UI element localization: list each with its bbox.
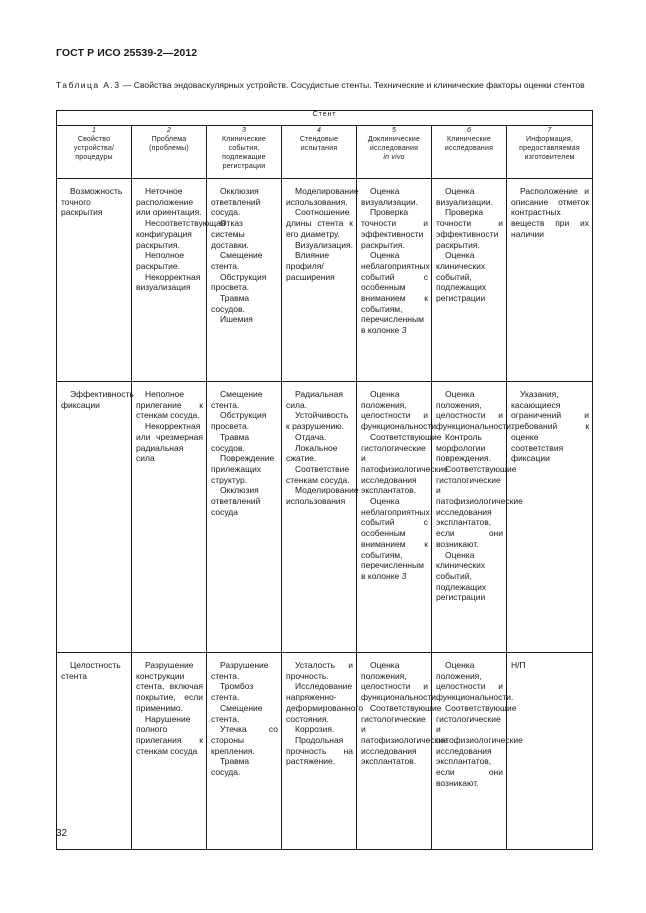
cell-paragraph: Оценка клинических событий, подлежащих регистрации xyxy=(436,250,487,304)
cell-paragraph: Оценка положения, целостности и функциональности. xyxy=(436,389,514,432)
page-number: 32 xyxy=(56,828,68,839)
cell-paragraph: Неполное прилегание к стенкам сосуда. xyxy=(136,389,203,421)
cell-paragraph: Смещение стента. xyxy=(211,702,263,724)
cell-paragraph: Соотношение длины стента к его диаметру. xyxy=(286,207,353,239)
table-cell-property xyxy=(57,179,132,382)
table-cell-info xyxy=(507,179,593,382)
table-row xyxy=(57,179,593,382)
table-cell-events xyxy=(207,653,282,850)
cell-paragraph: Локальное сжатие. xyxy=(286,442,338,464)
cell-paragraph: Оценка положения, целостности и функциональности. xyxy=(361,660,439,703)
column-reference: 3 xyxy=(401,570,407,581)
cell-paragraph: Устойчивость к разрушению. xyxy=(286,410,349,432)
cell-paragraph: Оценка клинических событий, подлежащих регистрации xyxy=(436,549,487,603)
cell-paragraph: Соответствующие гистологические и патофизиологические исследования эксплантатов. xyxy=(361,702,448,767)
cell-paragraph: Смещение стента. xyxy=(211,389,263,410)
column-header-problems: 2 Проблема (проблемы) xyxy=(132,126,207,179)
cell-paragraph: Расположение и описание отметок контрастных веществ при их наличии xyxy=(511,186,590,239)
cell-paragraph: Тромбоз стента. xyxy=(211,681,254,703)
cell-paragraph: Окклюзия ответвлений сосуда. xyxy=(211,186,261,218)
cell-paragraph: Оценка положения, целостности и функциональности. xyxy=(436,660,514,703)
table-cell-problems xyxy=(132,653,207,850)
cell-paragraph: Моделирование использования. xyxy=(286,186,359,207)
table-cell-problems xyxy=(132,179,226,382)
cell-paragraph: Некорректная визуализация xyxy=(136,271,201,293)
table-group-header: Стент xyxy=(57,111,593,126)
table-cell-info xyxy=(507,653,593,850)
table-cell-bench xyxy=(282,653,364,850)
cell-paragraph: Травма сосудов. xyxy=(211,431,250,453)
cell-paragraph: Проверка точности и эффективности раскрытия. xyxy=(361,207,428,250)
table-cell-bench xyxy=(282,382,357,653)
table-caption-text: — Свойства эндоваскулярных устройств. Сосудистые стенты. Технические и клинические факторы оценки стентов xyxy=(120,80,585,90)
cell-paragraph: Разрушение стента. xyxy=(211,660,269,681)
cell-paragraph: Визуализация. xyxy=(295,239,354,250)
cell-paragraph: Оценка неблагоприятных событий с особенным вниманием к событиям, перечисленным в колонке 3 xyxy=(361,496,430,581)
table-cell-problems xyxy=(132,382,207,653)
cell-paragraph: Обструкция просвета. xyxy=(211,410,267,432)
cell-paragraph: Продольная прочность на растяжение. xyxy=(286,734,353,767)
cell-paragraph: Разрушение конструкции стента, включая покрытие, если применимо. xyxy=(136,660,203,713)
table-caption-lead: Таблица А.3 xyxy=(56,80,121,90)
cell-paragraph: Оценка неблагоприятных событий с особенным вниманием к событиям, перечисленным в колонке 3 xyxy=(361,250,430,336)
cell-paragraph: Отказ системы доставки. xyxy=(211,218,249,250)
cell-paragraph: Обструкция просвета. xyxy=(211,271,267,293)
cell-paragraph: Неполное раскрытие. xyxy=(136,250,185,271)
cell-paragraph: Соответствующие гистологические и патофизиологические исследования эксплантатов. xyxy=(361,431,448,496)
cell-paragraph: Оценка визуализации. xyxy=(361,186,419,207)
cell-paragraph: Исследование напряженно-деформированного состояния. xyxy=(286,681,364,724)
cell-paragraph: Моделирование использования xyxy=(286,485,359,507)
cell-paragraph: Контроль морфологии повреждения. xyxy=(436,431,491,464)
standard-header: ГОСТ Р ИСО 25539-2—2012 xyxy=(56,47,198,59)
table-cell-clinical xyxy=(432,382,523,653)
table-cell-events xyxy=(207,179,282,382)
cell-paragraph: Ишемия xyxy=(220,314,253,325)
cell-paragraph: Радиальная сила. xyxy=(286,389,343,410)
table-row xyxy=(57,653,593,850)
cell-paragraph: Оценка визуализации. xyxy=(436,186,494,207)
cell-paragraph: Окклюзия ответвлений сосуда xyxy=(211,485,261,517)
cell-paragraph: Указания, касающиеся ограничений и требований к оценке соответствия фиксации xyxy=(511,389,590,464)
table-cell-preclinical xyxy=(357,382,448,653)
cell-paragraph: Оценка положения, целостности и функциональности. xyxy=(361,389,439,432)
cell-paragraph: Повреждение прилежащих структур. xyxy=(211,453,275,485)
cell-paragraph: Усталость и прочность. xyxy=(286,660,353,681)
stent-evaluation-table xyxy=(56,110,593,850)
cell-paragraph: Соответствующие гистологические и патофизиологические исследования эксплантатов, если они возникают. xyxy=(436,702,523,788)
column-reference: 3 xyxy=(401,325,407,336)
cell-paragraph: Несоответствующая конфигурация раскрытия. xyxy=(136,218,226,250)
column-header-clinical: 6 Клинические исследования xyxy=(432,126,507,179)
cell-paragraph: Коррозия. xyxy=(295,724,335,735)
cell-paragraph: Утечка со стороны крепления. xyxy=(211,724,278,756)
cell-paragraph: Н/П xyxy=(511,660,526,670)
cell-paragraph: Возможность точного раскрытия xyxy=(61,186,123,218)
column-header-property: 1 Свойство устройства/процедуры xyxy=(57,126,132,179)
table-caption xyxy=(56,80,596,91)
column-header-preclinical: 5 Доклинические исследования in vivo xyxy=(357,126,432,179)
cell-paragraph: Смещение стента. xyxy=(211,250,263,271)
cell-paragraph: Соответствующие гистологические и патофизиологические исследования эксплантатов, если они возникают. xyxy=(436,463,523,549)
table-cell-bench xyxy=(282,179,357,382)
table-row xyxy=(57,382,593,653)
table-cell-clinical xyxy=(432,179,507,382)
cell-paragraph: Целостность стента xyxy=(61,660,121,681)
cell-paragraph: Влияние профиля/расширения xyxy=(286,250,335,282)
table-cell-preclinical xyxy=(357,179,432,382)
cell-paragraph: Травма сосудов. xyxy=(211,293,250,314)
table-cell-events xyxy=(207,382,282,653)
cell-paragraph: Эффективность фиксации xyxy=(61,389,134,410)
cell-paragraph: Соответствие стенкам сосуда. xyxy=(286,463,350,485)
cell-paragraph: Проверка точности и эффективности раскрытия. xyxy=(436,207,503,250)
table-cell-property xyxy=(57,653,132,850)
column-header-info: 7 Информация, предоставляемая изготовителем xyxy=(507,126,593,179)
cell-paragraph: Травма сосуда. xyxy=(211,756,250,778)
cell-paragraph: Неточное расположение или ориентация. xyxy=(136,186,202,218)
column-header-row xyxy=(57,126,593,179)
cell-paragraph: Нарушение полного прилегания к стенкам сосуда xyxy=(136,713,203,756)
column-header-bench: 4 Стендовые испытания xyxy=(282,126,357,179)
table-cell-property xyxy=(57,382,132,653)
table-cell-info xyxy=(507,382,593,653)
table-cell-preclinical xyxy=(357,653,448,850)
cell-paragraph: Некорректная или чрезмерная радиальная сила xyxy=(136,421,203,464)
column-header-events: 3 Клинические события, подлежащие регистрации xyxy=(207,126,282,179)
cell-paragraph: Отдача. xyxy=(295,431,327,442)
